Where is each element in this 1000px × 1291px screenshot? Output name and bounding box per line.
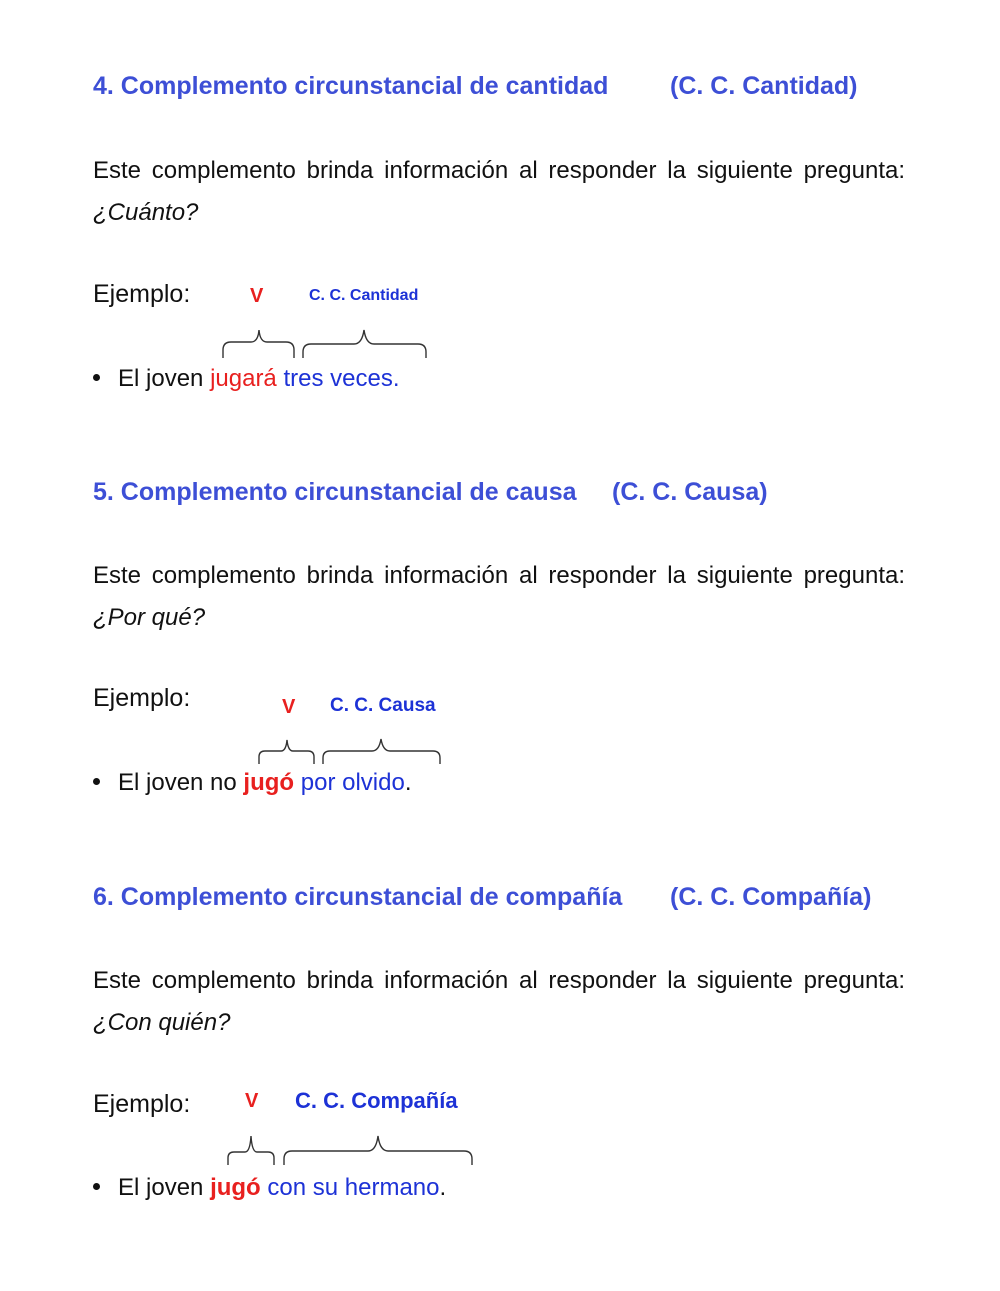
section-4-example-label: Ejemplo: bbox=[93, 280, 191, 308]
section-4-complement-label: C. C. Cantidad bbox=[309, 287, 419, 304]
verb-word: jugó bbox=[210, 1174, 261, 1201]
sentence-end: . bbox=[439, 1174, 447, 1201]
section-6-example-sentence bbox=[93, 1174, 446, 1202]
bullet-icon bbox=[93, 1183, 100, 1190]
sentence-start: El joven bbox=[118, 1174, 211, 1201]
section-5-example-label: Ejemplo: bbox=[93, 684, 191, 712]
section-5-heading: 5. Complemento circunstancial de causa bbox=[93, 478, 577, 506]
description-text: Este complemento brinda información al responder la siguiente pregunta: bbox=[93, 562, 905, 589]
question-text: ¿Por qué? bbox=[93, 604, 206, 631]
section-5-verb-label: V bbox=[282, 696, 296, 718]
section-4-heading: 4. Complemento circunstancial de cantidad bbox=[93, 72, 609, 100]
question-text: ¿Cuánto? bbox=[93, 199, 199, 226]
section-4-verb-label: V bbox=[250, 285, 264, 307]
section-6-example-label: Ejemplo: bbox=[93, 1090, 191, 1118]
verb-word: jugó bbox=[243, 769, 295, 796]
section-6-verb-label: V bbox=[245, 1090, 259, 1112]
complement-words: por olvido bbox=[300, 769, 405, 796]
complement-words: tres veces. bbox=[283, 365, 400, 392]
verb-brace bbox=[228, 1136, 274, 1165]
section-6-complement-label: C. C. Compañía bbox=[295, 1088, 458, 1113]
complement-words: con su hermano bbox=[267, 1174, 440, 1201]
question-text: ¿Con quién? bbox=[93, 1009, 231, 1036]
sentence-start: El joven bbox=[118, 365, 211, 392]
complement-brace bbox=[284, 1136, 472, 1165]
verb-word: jugará bbox=[210, 365, 277, 392]
section-6-abbreviation: (C. C. Compañía) bbox=[670, 883, 872, 911]
section-6-heading: 6. Complemento circunstancial de compañía bbox=[93, 883, 623, 911]
sentence-start: El joven no bbox=[118, 769, 244, 796]
description-text: Este complemento brinda información al responder la siguiente pregunta: bbox=[93, 967, 905, 994]
sentence-end: . bbox=[404, 769, 412, 796]
section-5-abbreviation: (C. C. Causa) bbox=[612, 478, 768, 506]
section-4-abbreviation: (C. C. Cantidad) bbox=[670, 72, 858, 100]
description-text: Este complemento brinda información al responder la siguiente pregunta: bbox=[93, 157, 905, 184]
section-5-complement-label: C. C. Causa bbox=[330, 695, 436, 716]
